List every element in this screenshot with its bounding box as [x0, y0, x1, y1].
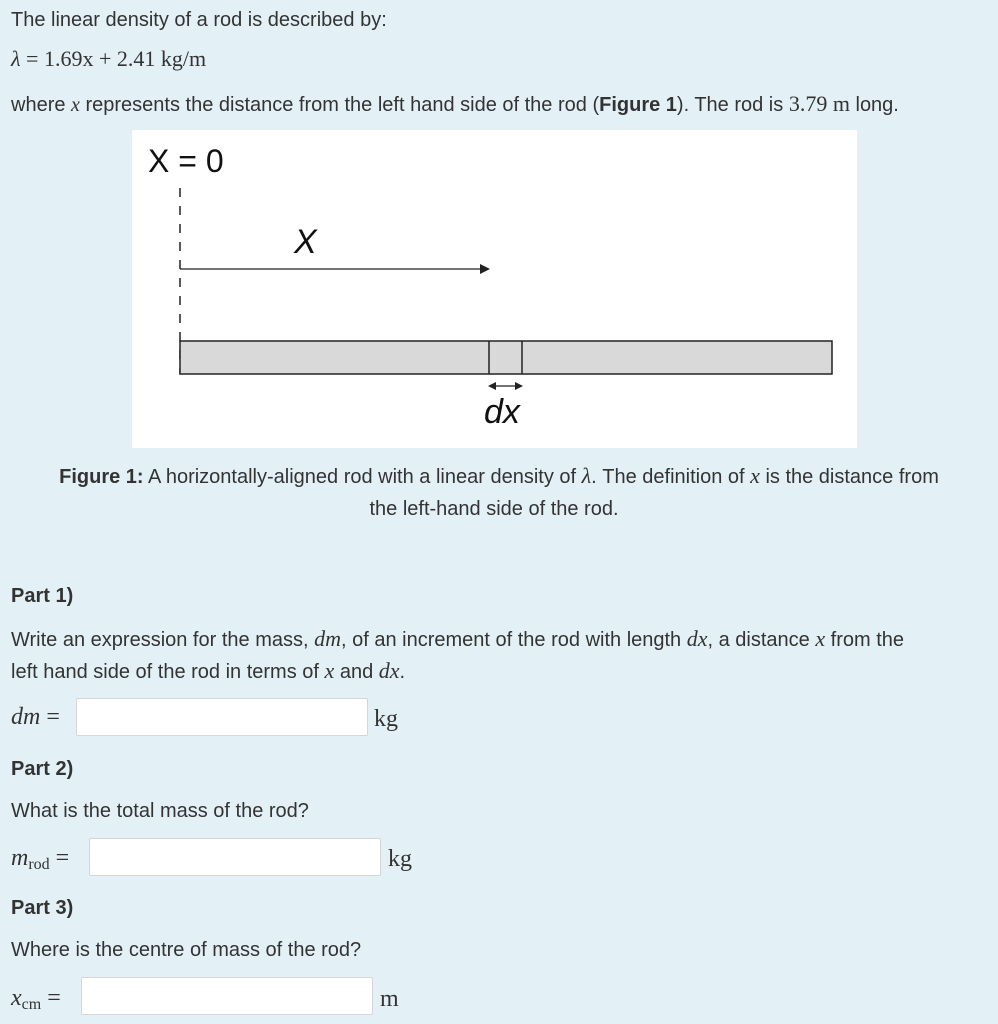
figure-caption-line2: the left-hand side of the rod. [369, 498, 619, 520]
part2-title: Part 2) [11, 758, 74, 780]
dm-label [11, 704, 60, 731]
caption-text-b: . The definition of [591, 466, 751, 488]
mrod-label [11, 845, 69, 874]
mrod-unit: kg [388, 846, 412, 872]
xcm-input[interactable] [81, 977, 373, 1015]
x-label: X [294, 223, 317, 261]
figure-1 [132, 130, 857, 448]
xcm-label-main: x [11, 985, 22, 1011]
rod [180, 341, 832, 374]
x-arrow-head [480, 264, 490, 274]
dm-unit: kg [374, 706, 398, 732]
equation-rest: = 1.69x + 2.41 kg/m [20, 46, 207, 71]
dx-arrow-head-right [515, 382, 523, 390]
part1-title: Part 1) [11, 585, 74, 607]
mrod-label-main: m [11, 845, 29, 871]
xcm-label [11, 985, 61, 1014]
where-text-d: long. [849, 94, 899, 116]
figure-caption-line1 [0, 464, 998, 489]
part3-question: Where is the centre of mass of the rod? [11, 939, 362, 961]
x0-label: X = 0 [148, 143, 224, 179]
where-text-b: represents the distance from the left hand side of the rod ( [79, 94, 600, 116]
part1-q2-dx: dx [378, 658, 400, 683]
part1-q-dm: dm [314, 626, 341, 651]
where-x: x [71, 94, 80, 116]
part1-q-b: , of an increment of the rod with length [340, 629, 687, 651]
dx-arrow-head-left [488, 382, 496, 390]
where-text-c: ). The rod is [676, 94, 789, 116]
part1-q-dx: dx [686, 626, 708, 651]
figure-reference: Figure 1 [599, 94, 677, 116]
part1-q-a: Write an expression for the mass, [11, 629, 315, 651]
part1-q2-x: x [324, 658, 335, 683]
part1-q-x: x [815, 626, 826, 651]
caption-lambda: λ [581, 463, 592, 488]
where-line [11, 92, 899, 117]
density-equation [11, 47, 206, 71]
intro-line: The linear density of a rod is described by: [11, 9, 387, 31]
part1-q2-c: . [399, 661, 406, 683]
part1-q2-b: and [334, 661, 379, 683]
mrod-input[interactable] [89, 838, 381, 876]
where-text-a: where [11, 94, 72, 116]
xcm-label-sub: cm [21, 996, 42, 1013]
lambda-symbol: λ [11, 46, 21, 71]
caption-text-a: A horizontally-aligned rod with a linear density of [143, 466, 582, 488]
xcm-unit: m [380, 986, 399, 1012]
part1-question-line2 [11, 659, 405, 684]
part3-title: Part 3) [11, 897, 74, 919]
dm-input[interactable] [76, 698, 368, 736]
part2-question: What is the total mass of the rod? [11, 800, 309, 822]
mrod-label-sub: rod [28, 856, 50, 873]
xcm-equals: = [41, 985, 61, 1011]
rod-length: 3.79 m [788, 91, 850, 116]
part1-question-line1 [11, 627, 904, 652]
part1-q-c: , a distance [707, 629, 816, 651]
caption-x: x [750, 463, 760, 488]
mrod-equals: = [49, 845, 70, 871]
part1-q-d: from the [825, 629, 905, 651]
part1-q2-a: left hand side of the rod in terms of [11, 661, 325, 683]
caption-text-c: is the distance from [759, 466, 939, 488]
caption-bold: Figure 1: [59, 466, 144, 488]
dm-equals: = [40, 704, 60, 730]
dm-label-symbol: dm [11, 704, 41, 730]
dx-label: dx [484, 393, 520, 431]
